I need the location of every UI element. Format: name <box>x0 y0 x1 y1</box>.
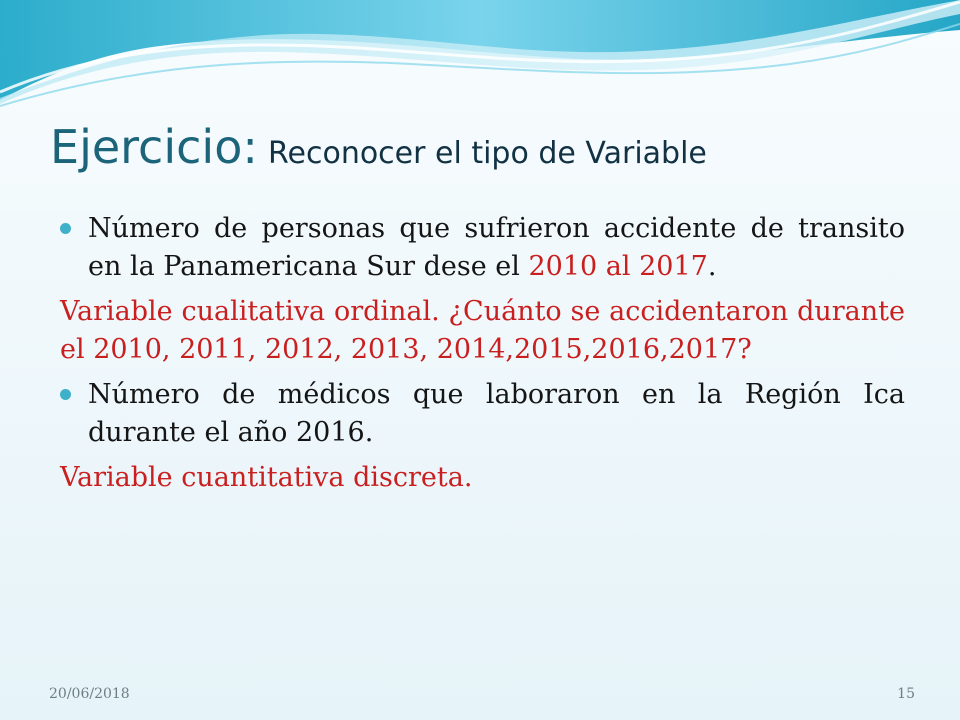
title-subtitle: Reconocer el tipo de Variable <box>268 136 707 171</box>
question-1-text-after: . <box>707 251 717 282</box>
answer-2: Variable cuantitativa discreta. <box>60 462 473 493</box>
slide-title <box>50 122 920 173</box>
question-1-year-range: 2010 al 2017 <box>528 251 708 282</box>
answer-1: Variable cualitativa ordinal. ¿Cuánto se accidentaron durante el 2010, 2011, 2012, 2013, 2014,2015,2016,2017? <box>60 296 905 365</box>
bullet-icon <box>60 389 71 400</box>
footer-date: 20/06/2018 <box>49 686 130 702</box>
question-1 <box>60 210 905 286</box>
question-2 <box>60 376 905 452</box>
bullet-icon <box>60 223 71 234</box>
slide-content <box>60 210 905 504</box>
decorative-wave-header <box>0 0 960 110</box>
title-main: Ejercicio: <box>50 120 258 174</box>
page-number: 15 <box>897 686 915 702</box>
question-2-text: Número de médicos que laboraron en la Región Ica durante el año 2016. <box>88 379 905 448</box>
question-1-text-before: Número de personas que sufrieron accidente de transito en la Panamericana Sur dese el <box>88 213 905 282</box>
